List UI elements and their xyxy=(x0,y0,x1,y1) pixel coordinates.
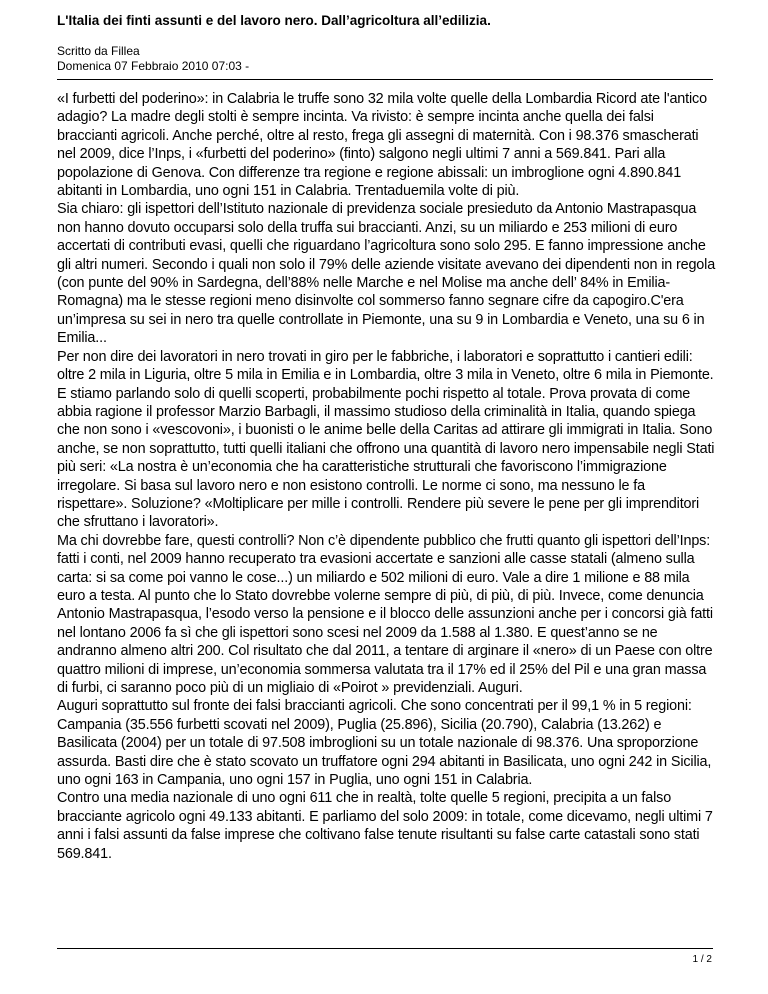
paragraph: Auguri soprattutto sul fronte dei falsi braccianti agricoli. Che sono concentrati per il 99,1 % in 5 regioni: Campania (35.556 furbetti scovati nel 2009), Puglia (25.896), Sicilia (20.790), Calabria (13.262) e Basilicata (2004) per un totale di 97.508 imbroglioni su un totale nazionale di 98.376. Una sproporzione assurda. Basti dire che è stato scovato un truffatore ogni 294 abitanti in Basilicata, uno ogni 242 in Sicilia, uno ogni 163 in Campania, uno ogni 157 in Puglia, uno ogni 151 in Calabria. xyxy=(57,698,712,789)
paragraph: Sia chiaro: gli ispettori dell’Istituto nazionale di previdenza sociale presieduto da Antonio Mastrapasqua non hanno dovuto occuparsi solo della truffa sui braccianti. Anzi, su un miliardo e 253 milioni di euro accertati di contributi evasi, quelli che riguardano l’agricoltura sono solo 295. E fanno impressione anche gli altri numeri. Secondo i quali non solo il 79% delle aziende visitate avevano dei dipendenti non in regola (con punte del 90% in Sardegna, dell’88% nelle Marche e nel Molise ma anche dell’ 84% in Emilia-Romagna) ma le stesse regioni meno disinvolte col sommerso fanno segnare cifre da capogiro.C'era un’impresa su sei in nero tra quelle controllate in Piemonte, una su 9 in Lombardia e Veneto, una su 6 in Emilia... xyxy=(57,201,716,347)
paragraph: Contro una media nazionale di uno ogni 611 che in realtà, tolte quelle 5 regioni, precipita a un falso bracciante agricolo ogni 49.133 abitanti. E parliamo del solo 2009: in totale, come dicevamo, negli ultimi 7 anni i falsi assunti da false imprese che coltivano false tenute risultanti su false carte catastali sono stati 569.841. xyxy=(57,790,713,862)
date-line: Domenica 07 Febbraio 2010 07:03 - xyxy=(57,59,250,73)
article-title: L'Italia dei finti assunti e del lavoro nero. Dall’agricoltura all’edilizia. xyxy=(57,13,491,28)
paragraph: Ma chi dovrebbe fare, questi controlli? Non c’è dipendente pubblico che frutti quanto gli ispettori dell’Inps: fatti i conti, nel 2009 hanno recuperato tra evasioni accertate e sanzioni alle casse statali (almeno sulla carta: si sa come poi vanno le cose...) un miliardo e 502 milioni di euro. Vale a dire 1 milione e 88 mila euro a testa. Al punto che lo Stato dovrebbe volerne sempre di più, di più, di più. Invece, come denuncia Antonio Mastrapasqua, l’esodo verso la pensione e il blocco delle assunzioni anche per i concorsi già fatti nel lontano 2006 fa sì che gli ispettori sono scesi nel 2009 da 1.588 al 1.380. E quest’anno se ne andranno almeno altri 200. Col risultato che dal 2011, a tentare di arginare il «nero» di un Paese con oltre quattro milioni di imprese, un’economia sommersa valutata tra il 17% ed il 25% del Pil e una gran massa di furbi, ci saranno poco più di un migliaio di «Poirot » previdenziali. Auguri. xyxy=(57,532,713,696)
paragraph: «I furbetti del poderino»: in Calabria le truffe sono 32 mila volte quelle della Lombardia Ricord ate l'antico adagio? La madre degli stolti è sempre incinta. Va rivisto: è sempre incinta anche quella dei falsi braccianti agricoli. Anche perché, oltre al resto, frega gli assegni di maternità. Con i 98.376 smascherati nel 2009, dice l’Inps, i «furbetti del poderino» (finto) salgono negli ultimi 7 anni a 569.841. Pari alla popolazione di Genova. Con differenze tra regione e regione abissali: un imbroglione ogni 4.890.841 abitanti in Lombardia, uno ogni 151 in Calabria. Trentaduemila volte di più. xyxy=(57,91,707,200)
page-number: 1 / 2 xyxy=(692,954,712,965)
author-line: Scritto da Fillea xyxy=(57,44,140,58)
footer-divider xyxy=(57,948,713,949)
paragraph: Per non dire dei lavoratori in nero trovati in giro per le fabbriche, i laboratori e soprattutto i cantieri edili: oltre 2 mila in Liguria, oltre 5 mila in Emilia e in Lombardia, oltre 3 mila in Veneto, oltre 6 mila in Piemonte. E stiamo parlando solo di quelli scoperti, probabilmente pochi rispetto al totale. Prova provata di come abbia ragione il professor Marzio Barbagli, il massimo studioso della criminalità in Italia, quando spiega che non sono i «vescovoni», i buonisti o le anime belle della Caritas ad attirare gli immigrati in Italia. Sono anche, se non soprattutto, tutti quelli italiani che offrono una quantità di lavoro nero impensabile negli Stati più seri: «La nostra è un’economia che ha caratteristiche strutturali che favoriscono l’immigrazione irregolare. Si basa sul lavoro nero e non esistono controlli. Le norme ci sono, ma nessuno le fa rispettare». Soluzione? «Moltiplicare per mille i controlli. Rendere più severe le pene per gli imprenditori che sfruttano i lavoratori». xyxy=(57,348,715,531)
byline xyxy=(57,44,249,74)
header-divider xyxy=(57,79,713,80)
article-body xyxy=(57,90,717,863)
